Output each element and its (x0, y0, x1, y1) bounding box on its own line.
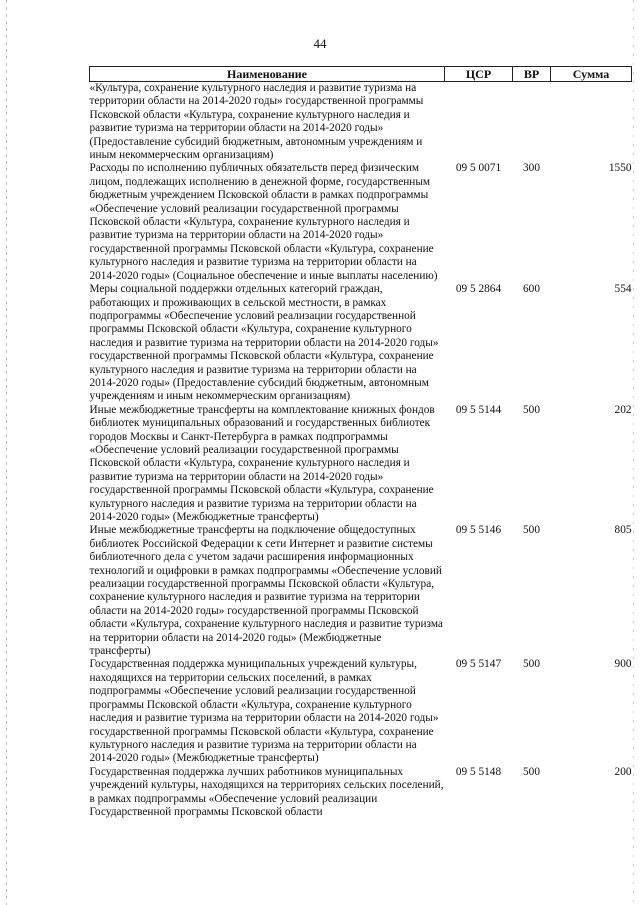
budget-table (89, 66, 632, 819)
row-csr: 09 5 5147 (455, 658, 502, 671)
row-vr: 500 (523, 765, 540, 778)
row-name: Государственная поддержка муниципальных учреждений культуры, находящихся на территории сельских поселений, в рамках подпрограммы «Обеспечение условий реализации государственной программы Псковской области «Культура, сохранение культурного наследия и развитие туризма на территории области на 2014-2020 годы» государственной программы Псковской области «Культура, сохранение культурного наследия и развитие туризма на территории области на 2014-2020 годы» (Межбюджетные трансферты) (89, 658, 439, 765)
row-sum: 1550 (608, 162, 632, 175)
row-sum (551, 82, 632, 163)
table-header (90, 67, 632, 82)
row-vr: 500 (523, 658, 540, 671)
header-sum: Сумма (551, 67, 632, 82)
scan-edge-right (633, 0, 634, 905)
row-name: «Культура, сохранение культурного наследия и развитие туризма на территории области на 2014-2020 годы» государственной программы Псковской области «Культура, сохранение культурного наследия и развитие туризма на территории области на 2014-2020 годы» (Предоставление субсидий бюджетным, автономным учреждениям и иным некоммерческим организациям) (89, 82, 424, 162)
row-sum: 554 (614, 283, 632, 296)
row-csr: 09 5 5146 (455, 524, 502, 537)
table-row (90, 766, 632, 820)
row-csr (445, 82, 513, 163)
header-csr: ЦСР (445, 67, 513, 82)
row-name: Расходы по исполнению публичных обязательств перед физическим лицом, подлежащих исполнению в денежной форме, государственным бюджетным учреждением Псковской области в рамках подпрограммы «Обеспечение условий реализации государственной программы Псковской области «Культура, сохранение культурного наследия и развитие туризма на территории области на 2014-2020 годы» государственной программы Псковской области «Культура, сохранение культурного наследия и развитие туризма на территории области на 2014-2020 годы» (Социальное обеспечение и иные выплаты населению) (89, 162, 438, 282)
scan-edge-left (6, 0, 7, 905)
header-row (90, 67, 632, 82)
row-sum: 200 (614, 765, 632, 778)
row-vr (513, 82, 551, 163)
row-vr: 500 (523, 524, 540, 537)
table-row (90, 82, 632, 163)
table-row (90, 404, 632, 525)
row-name: Иные межбюджетные трансферты на комплектование книжных фондов библиотек муниципальных образований и государственных библиотек городов Москвы и Санкт-Петербурга в рамках подпрограммы «Обеспечение условий реализации государственной программы Псковской области «Культура, сохранение культурного наследия и развитие туризма на территории области на 2014-2020 годы» государственной программы Псковской области «Культура, сохранение культурного наследия и развитие туризма на территории области на 2014-2020 годы» (Межбюджетные трансферты) (89, 403, 435, 523)
row-csr: 09 5 5144 (455, 403, 502, 416)
table-row (90, 658, 632, 765)
table-row (90, 524, 632, 658)
row-vr: 500 (523, 403, 540, 416)
row-vr: 600 (523, 283, 540, 296)
row-sum: 805 (614, 524, 632, 537)
page-number: 44 (313, 36, 327, 51)
row-csr: 09 5 5148 (455, 765, 502, 778)
row-name: Государственная поддержка лучших работников муниципальных учреждений культуры, находящихся на территориях сельских поселений, в рамках подпрограммы «Обеспечение условий реализации Государственной программы Псковской области (89, 765, 444, 818)
table-row (90, 162, 632, 283)
row-csr: 09 5 0071 (455, 162, 502, 175)
table-row (90, 283, 632, 404)
row-name: Меры социальной поддержки отдельных категорий граждан, работающих и проживающих в сельской местности, в рамках подпрограммы «Обеспечение условий реализации государственной программы Псковской области «Культура, сохранение культурного наследия и развитие туризма на территории области на 2014-2020 годы» государственной программы Псковской области «Культура, сохранение культурного наследия и развитие туризма на территории области на 2014-2020 годы» (Предоставление субсидий бюджетным, автономным учреждениям и иным некоммерческим организациям) (89, 283, 439, 403)
row-vr: 300 (523, 162, 540, 175)
header-name: Наименование (90, 67, 445, 82)
row-sum: 900 (614, 658, 632, 671)
table-body (90, 82, 632, 820)
row-name: Иные межбюджетные трансферты на подключение общедоступных библиотек Российской Федерации к сети Интернет и развитие системы библиотечного дела с учетом задачи расширения информационных технологий и оцифровки в рамках подпрограммы «Обеспечение условий реализации государственной программы Псковской области «Культура, сохранение культурного наследия и развитие туризма на территории области на 2014-2020 годы» государственной программы Псковской области «Культура, сохранение культурного наследия и развитие туризма на территории области на 2014-2020 годы» (Межбюджетные трансферты) (89, 524, 443, 658)
header-vr: ВР (513, 67, 551, 82)
row-sum: 202 (614, 403, 632, 416)
row-csr: 09 5 2864 (455, 283, 502, 296)
